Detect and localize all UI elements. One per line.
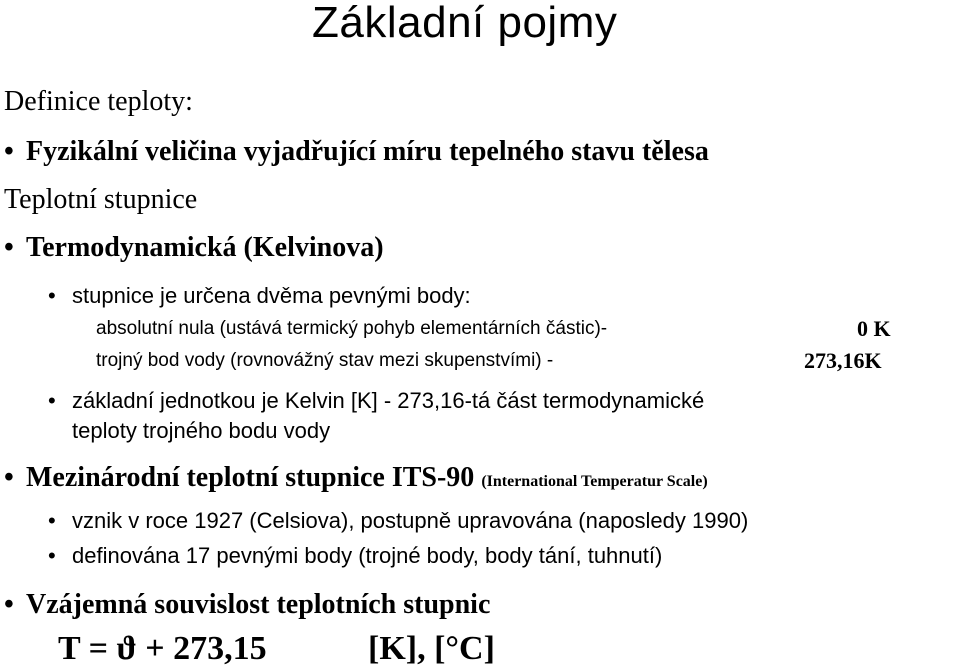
its-label: Mezinárodní teplotní stupnice ITS-90 <box>26 462 475 493</box>
thermo-sub2-line2: teploty trojného bodu vody <box>72 418 331 443</box>
relation-item <box>4 589 490 621</box>
its-sub1 <box>48 508 748 534</box>
thermo-sub1 <box>48 283 471 309</box>
point2-label: trojný bod vody (rovnovážný stav mezi skupenstvími) - <box>96 350 554 371</box>
its-label-small: (International Temperatur Scale) <box>481 473 708 490</box>
its-sub2-text: definována 17 pevnými body (trojné body, body tání, tuhnutí) <box>72 543 663 568</box>
point1-label: absolutní nula (ustává termický pohyb elementárních částic)- <box>96 318 608 339</box>
definition-heading: Definice teploty: <box>4 86 193 117</box>
bullet: • <box>4 232 14 263</box>
formula-units: [K], [°C] <box>368 630 495 667</box>
bullet: • <box>4 589 14 620</box>
formula: T = ϑ + 273,15 <box>58 630 267 667</box>
bullet: • <box>48 388 56 413</box>
relation-label: Vzájemná souvislost teplotních stupnic <box>26 589 491 620</box>
point2-value: 273,16K <box>804 348 882 373</box>
thermo-sub1-text: stupnice je určena dvěma pevnými body: <box>72 283 471 308</box>
bullet: • <box>48 543 56 568</box>
its-sub1-text: vznik v roce 1927 (Celsiova), postupně upravována (naposledy 1990) <box>72 508 749 533</box>
scale-heading: Teplotní stupnice <box>4 184 198 215</box>
thermo-item <box>4 232 384 264</box>
page-title: Základní pojmy <box>312 0 618 47</box>
thermo-sub2 <box>48 388 704 414</box>
bullet: • <box>48 283 56 308</box>
bullet: • <box>48 508 56 533</box>
its-sub2 <box>48 543 662 569</box>
bullet: • <box>4 136 14 167</box>
bullet: • <box>4 462 14 493</box>
thermo-label: Termodynamická (Kelvinova) <box>26 232 384 263</box>
thermo-sub2-line1: základní jednotkou je Kelvin [K] - 273,16-tá část termodynamické <box>72 388 705 413</box>
its-item <box>4 462 708 494</box>
definition-item <box>4 136 709 168</box>
point1-value: 0 K <box>857 316 891 341</box>
definition-item-text: Fyzikální veličina vyjadřující míru tepelného stavu tělesa <box>26 136 709 167</box>
